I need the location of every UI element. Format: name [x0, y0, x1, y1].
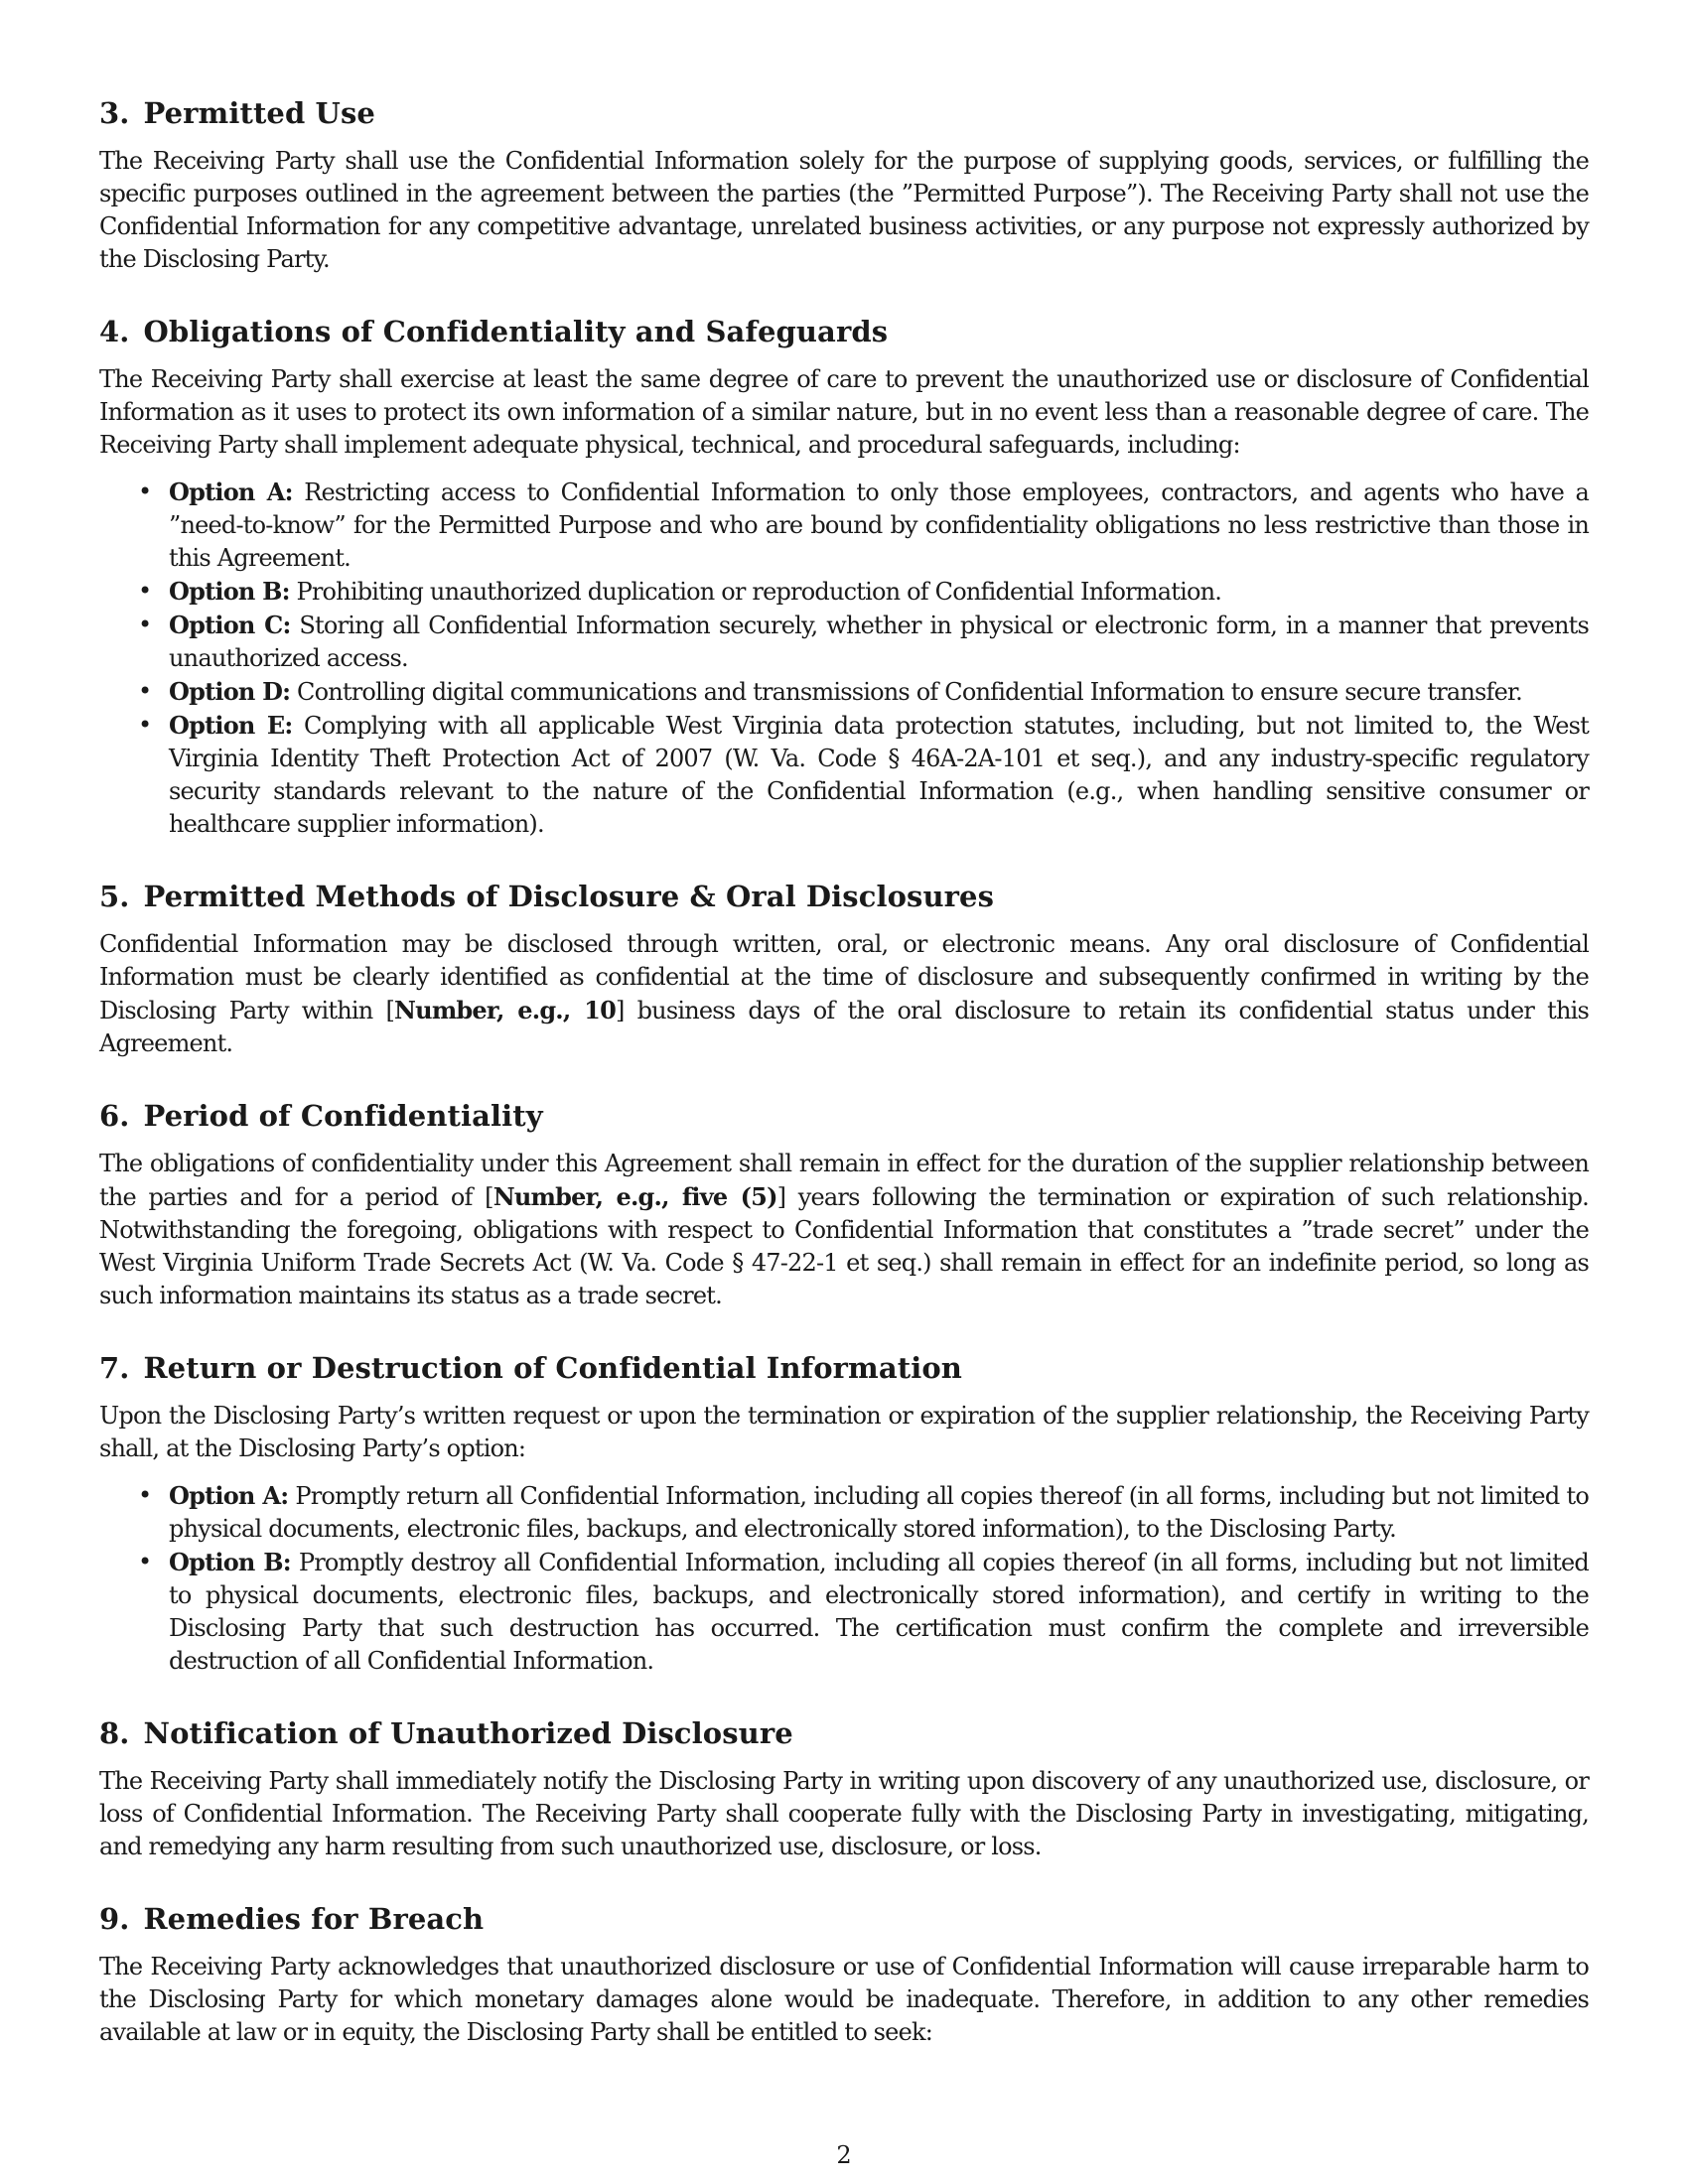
section-paragraph: The Receiving Party shall immediately notify the Disclosing Party in writing upon discovery of any unauthorized use, disclosure, or loss of Confidential Information. The Receiving Party shall cooperate fully with the Disclosing Party in investigating, mitigating, and remedying any harm resulting from such unauthorized use, disclosure, or loss. [99, 1767, 1589, 1860]
list-item [99, 476, 1589, 575]
list-item [99, 1546, 1589, 1678]
section-title: Period of Confidentiality [143, 1099, 543, 1133]
section-title: Return or Destruction of Confidential Information [143, 1351, 962, 1385]
section-paragraph [99, 928, 1589, 1060]
placeholder-number: Number, e.g., 10 [394, 996, 616, 1024]
option-label: Option A: [169, 478, 293, 506]
section-obligations [99, 310, 1589, 841]
document-page [99, 91, 1589, 2083]
option-text: Promptly return all Confidential Information, including all copies thereof (in all forms, including but not limited to physical documents, electronic files, backups, and electronically stored information), to the Disclosing Party. [169, 1482, 1589, 1543]
section-remedies [99, 1897, 1589, 2049]
section-heading [99, 875, 1589, 918]
section-number: 9. [99, 1902, 130, 1936]
option-text: Restricting access to Confidential Information to only those employees, contractors, and agents who have a ”need-to-know” for the Permitted Purpose and who are bound by confidentiality obligations no less restrictive than those in this Agreement. [169, 478, 1590, 572]
option-text: Controlling digital communications and transmissions of Confidential Information to ensure secure transfer. [297, 678, 1522, 706]
section-return-or-destruction [99, 1346, 1589, 1678]
bullet-icon: • [138, 711, 152, 739]
section-title: Permitted Methods of Disclosure & Oral Disclosures [143, 880, 994, 913]
section-title: Remedies for Breach [143, 1902, 485, 1936]
section-paragraph: The Receiving Party shall exercise at least the same degree of care to prevent the unauthorized use or disclosure of Confidential Information as it uses to protect its own information of a similar nature, but in no event less than a reasonable degree of care. The Receiving Party shall implement adequate physical, technical, and procedural safeguards, including: [99, 365, 1589, 459]
section-period-of-confidentiality [99, 1094, 1589, 1312]
section-paragraph [99, 1148, 1589, 1312]
list-item [99, 709, 1589, 841]
option-label: Option B: [169, 1548, 291, 1576]
option-text: Complying with all applicable West Virginia data protection statutes, including, but not limited to, the West Virginia Identity Theft Protection Act of 2007 (W. Va. Code § 46A-2A-101 et seq.), and any industry-specific regulatory security standards relevant to the nature of the Confidential Information (e.g., when handling sensitive consumer or healthcare supplier information). [169, 712, 1589, 838]
list-item [99, 1479, 1589, 1546]
section-heading [99, 1094, 1589, 1138]
section-paragraph: The Receiving Party shall use the Confidential Information solely for the purpose of supplying goods, services, or fulfilling the specific purposes outlined in the agreement between the parties (the ”Permitted Purpose”). The Receiving Party shall not use the Confidential Information for any competitive advantage, unrelated business activities, or any purpose not expressly authorized by the Disclosing Party. [99, 147, 1589, 273]
section-number: 3. [99, 96, 130, 130]
return-options-list [99, 1479, 1589, 1678]
option-label: Option C: [169, 611, 291, 639]
section-number: 5. [99, 880, 130, 913]
paragraph-text: ] years following the termination or expiration of such relationship. Notwithstanding the foregoing, obligations with respect to Confidential Information that constitutes a ”trade secret” under the West Virginia Uniform Trade Secrets Act (W. Va. Code § 47-22-1 et seq.) shall remain in effect for an indefinite period, so long as such information maintains its status as a trade secret. [99, 1183, 1589, 1309]
list-item [99, 675, 1589, 709]
placeholder-number: Number, e.g., five (5) [492, 1182, 777, 1211]
section-title: Obligations of Confidentiality and Safeguards [143, 315, 889, 348]
section-methods-of-disclosure [99, 875, 1589, 1060]
paragraph-text: The obligations of confidentiality under this Agreement shall remain in effect for the duration of the supplier relationship between the parties and for a period of [ [99, 1150, 1589, 1211]
section-heading [99, 1346, 1589, 1390]
bullet-icon: • [138, 1548, 152, 1575]
bullet-icon: • [138, 478, 152, 505]
section-notification [99, 1711, 1589, 1863]
section-heading [99, 310, 1589, 353]
option-label: Option A: [169, 1481, 289, 1510]
page-number: 2 [836, 2141, 852, 2169]
paragraph-text: ] business days of the oral disclosure to retain its confidential status under this Agreement. [99, 997, 1589, 1057]
section-number: 8. [99, 1716, 130, 1750]
section-number: 6. [99, 1099, 130, 1133]
bullet-icon: • [138, 577, 152, 605]
section-heading [99, 91, 1589, 135]
bullet-icon: • [138, 1481, 152, 1509]
list-item [99, 575, 1589, 609]
section-title: Notification of Unauthorized Disclosure [143, 1716, 793, 1750]
option-text: Prohibiting unauthorized duplication or reproduction of Confidential Information. [296, 578, 1222, 606]
option-label: Option B: [169, 577, 290, 606]
safeguard-options-list [99, 476, 1589, 841]
option-text: Storing all Confidential Information securely, whether in physical or electronic form, in a manner that prevents unauthorized access. [169, 612, 1589, 672]
option-text: Promptly destroy all Confidential Information, including all copies thereof (in all forms, including but not limited to physical documents, electronic files, backups, and electronically stored information), and certify in writing to the Disclosing Party that such destruction has occurred. The certification must confirm the complete and irreversible destruction of all Confidential Information. [169, 1549, 1589, 1675]
option-label: Option D: [169, 677, 291, 706]
section-number: 4. [99, 315, 130, 348]
section-permitted-use [99, 91, 1589, 276]
paragraph-text: Confidential Information may be disclosed through written, oral, or electronic means. Any oral disclosure of Confidential Information must be clearly identified as confidential at the time of disclosure and subsequently confirmed in writing by the Disclosing Party within [ [99, 930, 1589, 1024]
list-item [99, 609, 1589, 675]
bullet-icon: • [138, 611, 152, 638]
section-paragraph: Upon the Disclosing Party’s written request or upon the termination or expiration of the supplier relationship, the Receiving Party shall, at the Disclosing Party’s option: [99, 1402, 1589, 1462]
section-paragraph: The Receiving Party acknowledges that unauthorized disclosure or use of Confidential Information will cause irreparable harm to the Disclosing Party for which monetary damages alone would be inadequate. Therefore, in addition to any other remedies available at law or in equity, the Disclosing Party shall be entitled to seek: [99, 1953, 1589, 2046]
section-heading [99, 1711, 1589, 1755]
section-heading [99, 1897, 1589, 1941]
option-label: Option E: [169, 711, 293, 740]
bullet-icon: • [138, 677, 152, 705]
section-number: 7. [99, 1351, 130, 1385]
section-title: Permitted Use [143, 96, 375, 130]
